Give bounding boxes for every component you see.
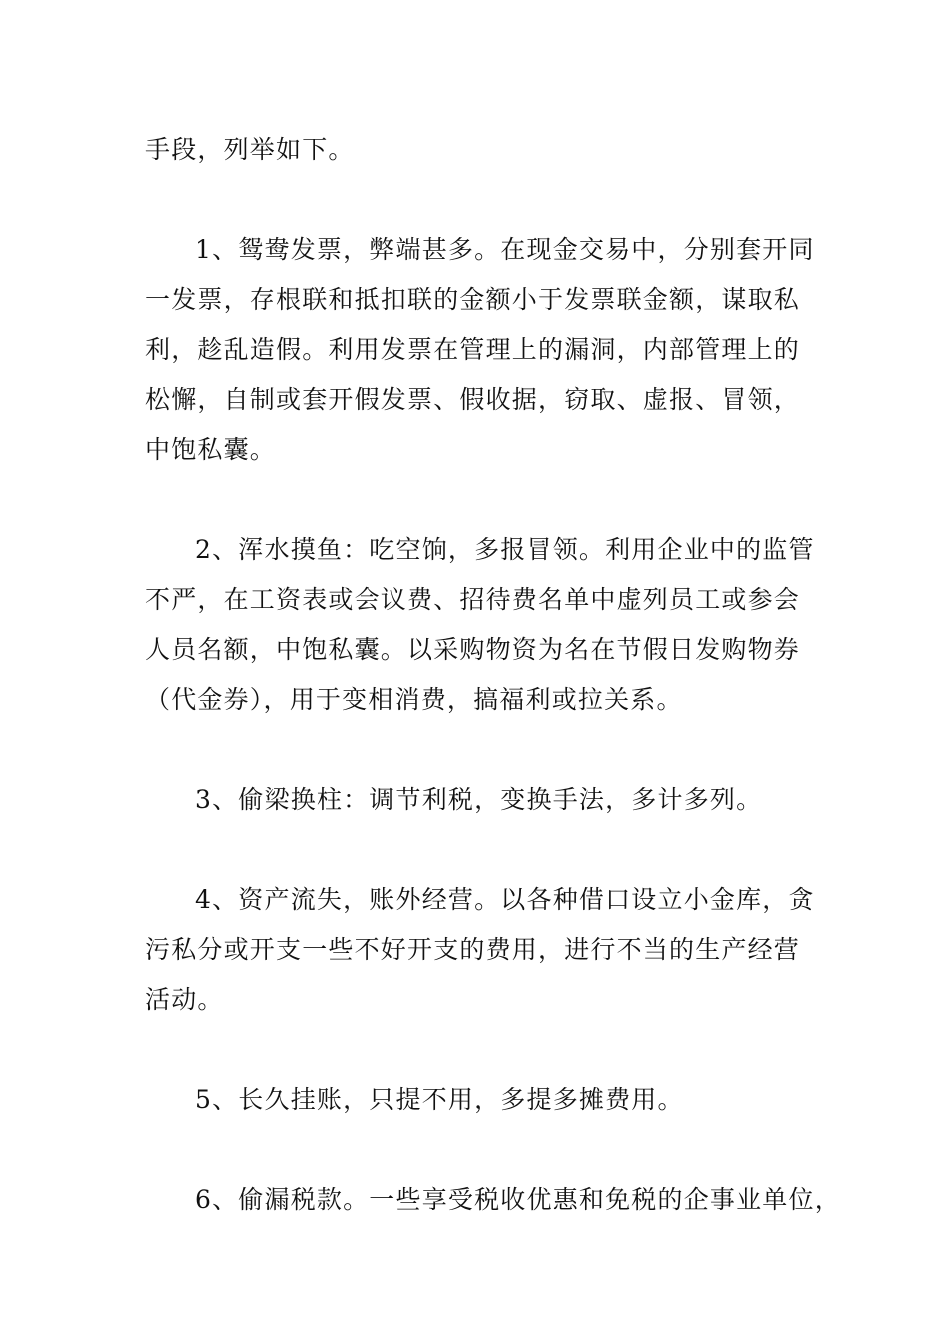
text-line: 手段，列举如下。 (145, 135, 355, 164)
text-line: （代金券），用于变相消费，搞福利或拉关系。 (145, 685, 683, 714)
text-line: 利，趁乱造假。利用发票在管理上的漏洞，内部管理上的 (145, 335, 801, 364)
text-line: 活动。 (145, 985, 224, 1014)
text-line: 5、长久挂账，只提不用，多提多摊费用。 (195, 1085, 684, 1114)
text-line: 中饱私囊。 (145, 435, 277, 464)
text-line: 6、偷漏税款。一些享受税收优惠和免税的企事业单位， (195, 1185, 841, 1214)
text-line: 3、偷梁换柱：调节利税，变换手法，多计多列。 (195, 785, 763, 814)
text-line: 污私分或开支一些不好开支的费用，进行不当的生产经营 (145, 935, 801, 964)
text-line: 人员名额，中饱私囊。以采购物资为名在节假日发购物券 (145, 635, 801, 664)
text-line: 4、资产流失，账外经营。以各种借口设立小金库，贪 (195, 885, 815, 914)
text-line: 一发票，存根联和抵扣联的金额小于发票联金额，谋取私 (145, 285, 801, 314)
text-line: 1、鸳鸯发票，弊端甚多。在现金交易中，分别套开同 (195, 235, 815, 264)
text-line: 松懈，自制或套开假发票、假收据，窃取、虚报、冒领， (145, 385, 801, 414)
text-line: 2、浑水摸鱼：吃空饷，多报冒领。利用企业中的监管 (195, 535, 815, 564)
text-line: 不严，在工资表或会议费、招待费名单中虚列员工或参会 (145, 585, 801, 614)
